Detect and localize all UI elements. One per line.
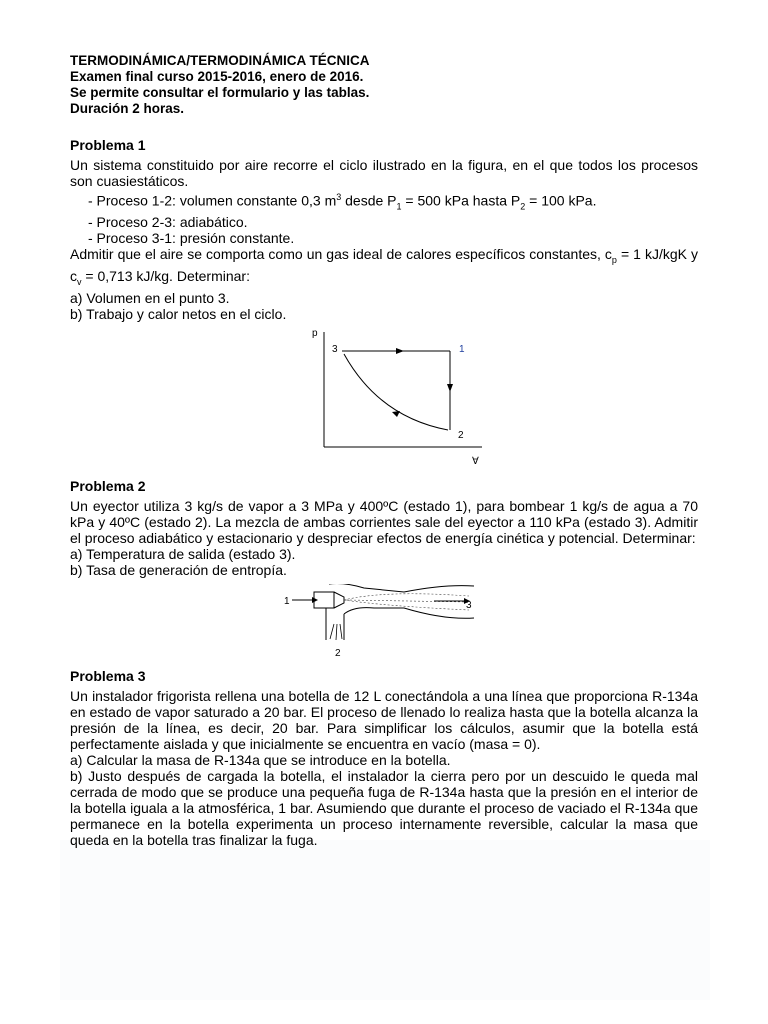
problem-1-title: Problema 1 [70, 137, 146, 153]
problem-1-assumption: Admitir que el aire se comporta como un gas ideal de calores específicos constantes, $c_p = 1$ kJ/kgK y $c_v = 0,713$ kJ/kg. Determinar: [70, 246, 698, 288]
process-2-3-curve [344, 354, 448, 430]
arrow-1-2 [447, 384, 453, 392]
ejector-bottom-wall [344, 608, 474, 619]
suction-flow-arrows [330, 624, 342, 640]
problem-3-question-b: b) Justo después de cargada la botella, el instalador la cierra pero por un descuido le queda mal cerrada de modo que se produce una pequeña fuga de R-134a hasta que la presión en el interior de la botella iguala a la atmosférica, 1 bar. Asumiendo que durante el proceso de vaciado el R-134a que permanece en la botella experimenta un proceso internamente reversible, calcular la masa que queda en la botella tras finalizar la fuga. [70, 768, 698, 849]
ejector-top-wall [329, 584, 474, 592]
exam-content [70, 53, 698, 848]
ejector-state-1-label: 1 [284, 596, 290, 608]
ejector-state-2-label: 2 [335, 648, 341, 660]
problem-1-process-31: - Proceso 3-1: presión constante. [88, 230, 295, 247]
nozzle-tip [334, 592, 344, 608]
arrow-2-3 [392, 411, 400, 417]
problem-3-body: Un instalador frigorista rellena una botella de 12 L conectándola a una línea que proporciona R-134a en estado de vapor saturado a 20 bar. El proceso de llenado lo realiza hasta que la botella alcanza la presión de la línea, es decir, 20 bar. Para simplificar los cálculos, asumir que la botella está perfectamente aislada y que inicialmente se encuentra en vacío (masa = 0). [70, 688, 698, 753]
problem-2-question-b: b) Tasa de generación de entropía. [70, 562, 287, 579]
p-axis-label: p [312, 328, 318, 340]
pv-cycle-diagram [284, 322, 484, 472]
arrow-3-1 [396, 348, 404, 354]
header-course: TERMODINÁMICA/TERMODINÁMICA TÉCNICA [70, 53, 370, 68]
page-bottom-shade [60, 840, 710, 1000]
problem-1-process-12: - Proceso 1-2: volumen constante 0,3 $m^3$ desde $P_1 = 500$ kPa hasta $P_2 = 100$ kPa. [88, 192, 597, 212]
header-duration: Duración 2 horas. [70, 101, 185, 116]
ejector-diagram [284, 584, 484, 660]
problem-2-title: Problema 2 [70, 478, 146, 495]
problem-1-intro: Un sistema constituido por aire recorre el ciclo ilustrado en la figura, en el que todos los procesos son cuasiestáticos. [70, 157, 698, 189]
exam-header [70, 53, 698, 117]
point-3-label: 3 [332, 344, 338, 356]
ejector-state-3-label: 3 [466, 600, 472, 612]
problem-3-question-a: a) Calcular la masa de R-134a que se introduce en la botella. [70, 752, 451, 769]
problem-2-body: Un eyector utiliza 3 kg/s de vapor a 3 MPa y 400ºC (estado 1), para bombear 1 kg/s de agua a 70 kPa y 40ºC (estado 2). La mezcla de ambas corrientes sale del eyector a 110 kPa (estado 3). Admitir el proceso adiabático y estacionario y despreciar efectos de energía cinética y potencial. Determinar: [70, 498, 698, 547]
header-exam: Examen final curso 2015-2016, enero de 2016. [70, 69, 364, 84]
problem-1-question-a: a) Volumen en el punto 3. [70, 290, 230, 307]
header-rules: Se permite consultar el formulario y las tablas. [70, 85, 370, 100]
problem-2-question-a: a) Temperatura de salida (estado 3). [70, 546, 296, 563]
problem-3-title: Problema 3 [70, 668, 146, 685]
point-1-label: 1 [459, 344, 465, 356]
state-1-arrowhead [312, 597, 318, 603]
v-axis-label: ∀ [472, 456, 479, 468]
problem-1-process-23: - Proceso 2-3: adiabático. [88, 214, 248, 231]
point-2-label: 2 [458, 430, 464, 442]
problem-1-question-b: b) Trabajo y calor netos en el ciclo. [70, 306, 287, 323]
